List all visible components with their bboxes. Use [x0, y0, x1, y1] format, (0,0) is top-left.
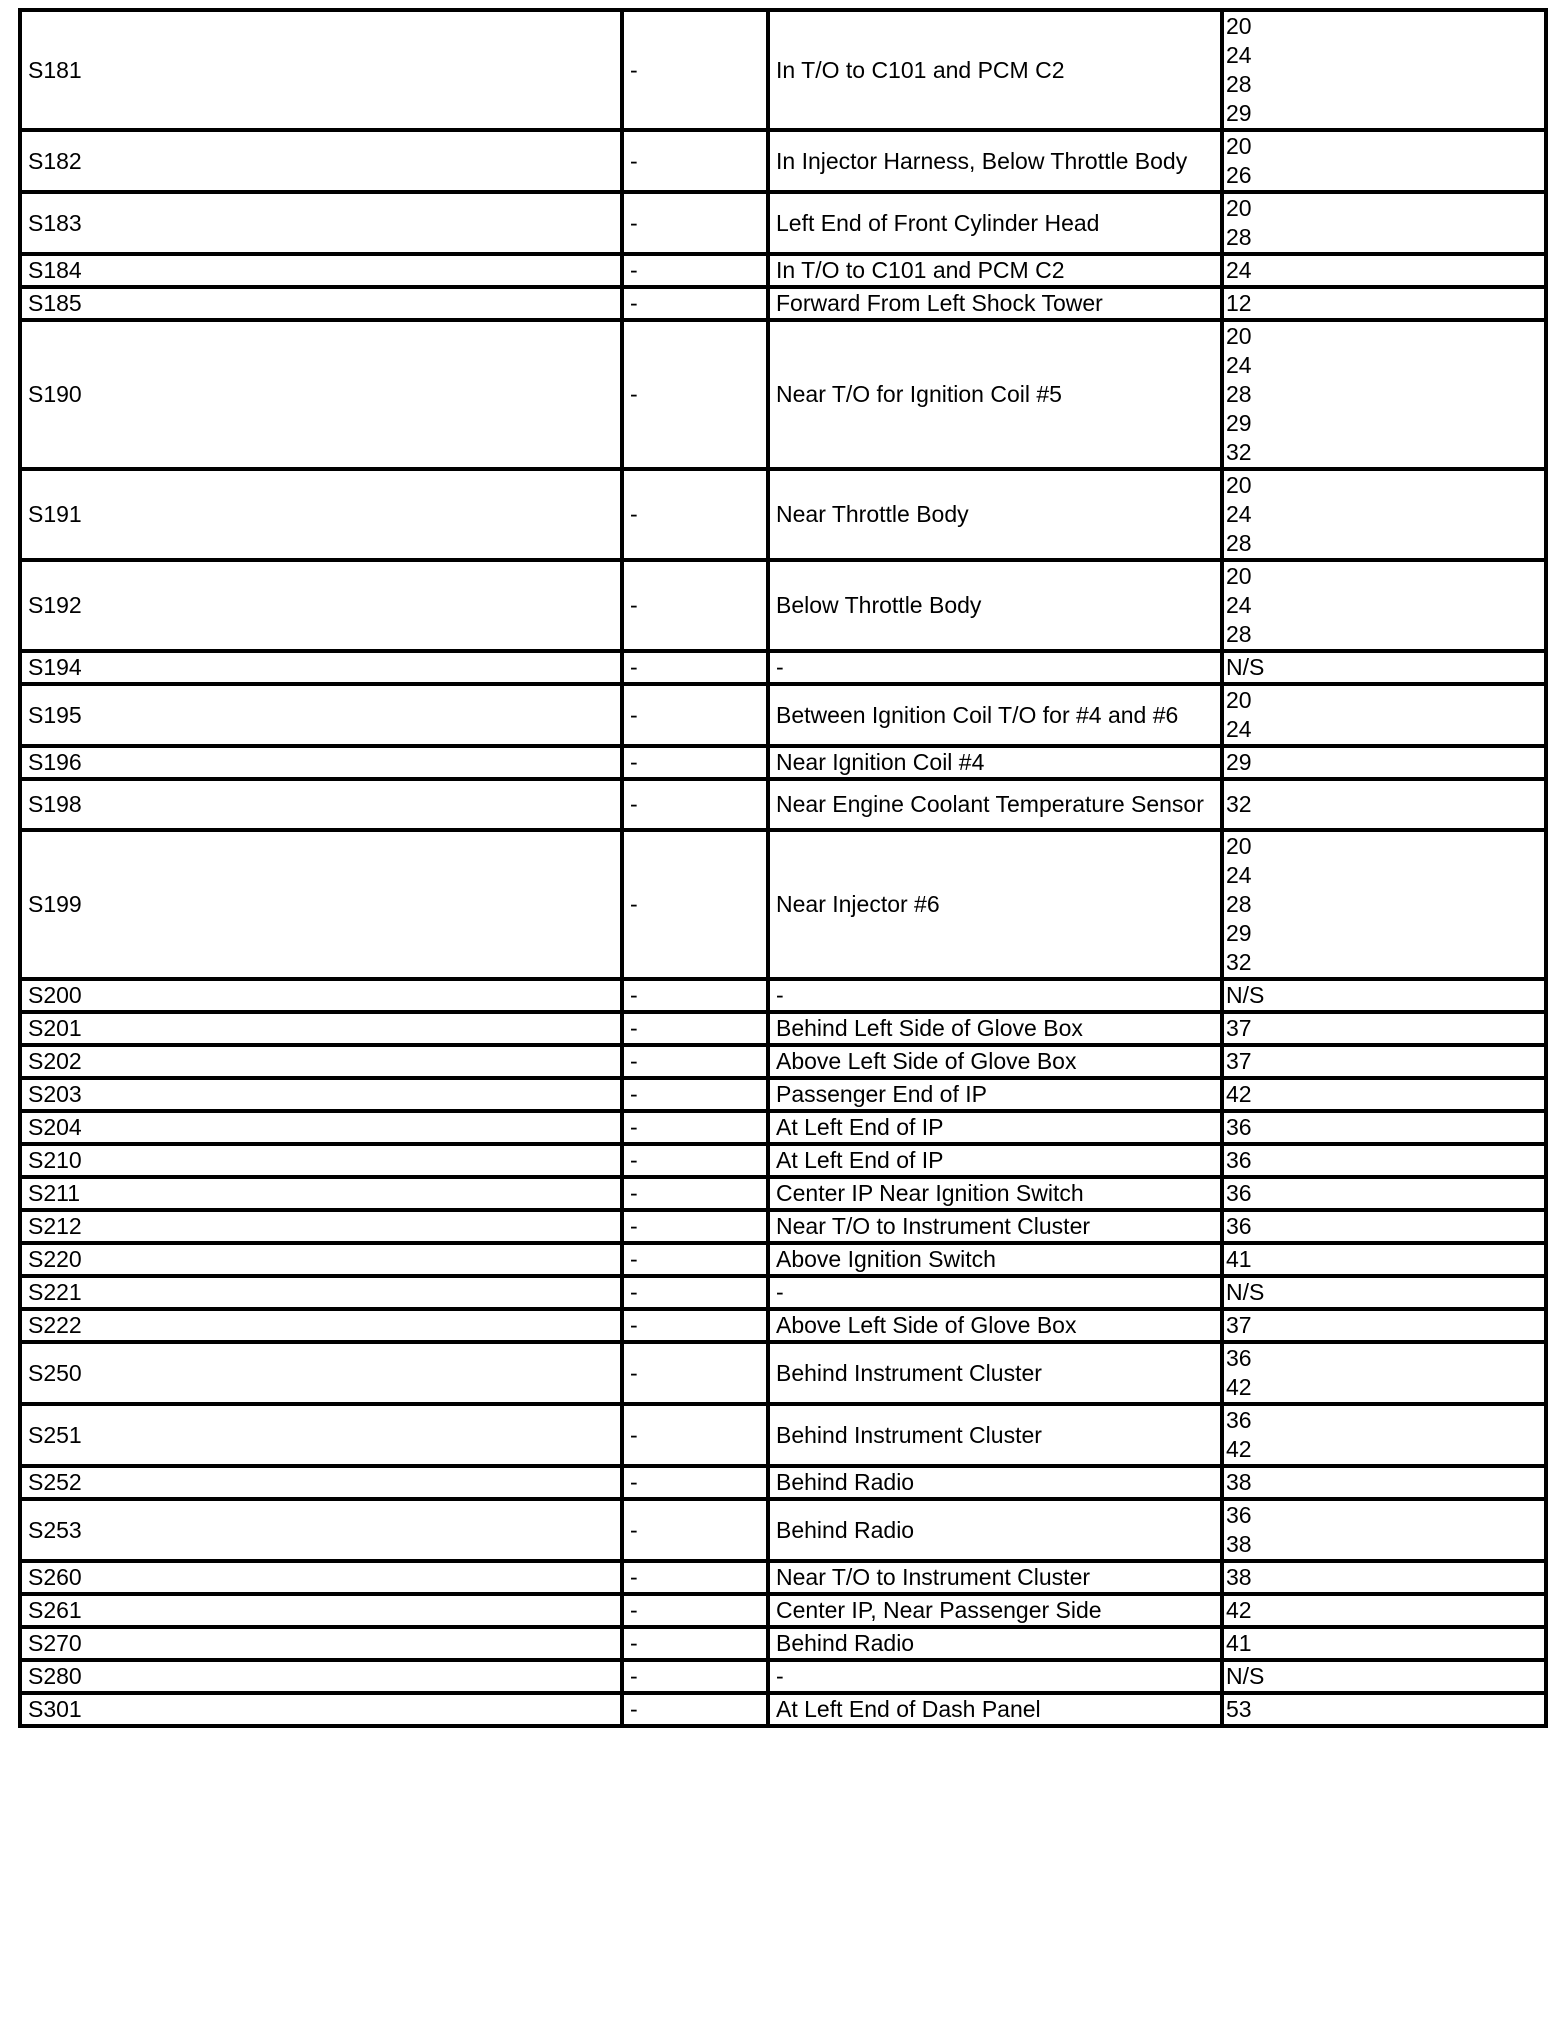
option-cell: - — [622, 320, 768, 469]
splice-id-cell: S196 — [20, 746, 622, 779]
location-cell: Behind Radio — [768, 1499, 1222, 1561]
page-number: 20 — [1226, 687, 1252, 713]
splice-id-cell: S194 — [20, 651, 622, 684]
table-row — [20, 979, 1546, 1012]
page-number: 28 — [1226, 224, 1252, 250]
location-cell: Between Ignition Coil T/O for #4 and #6 — [768, 684, 1222, 746]
location-cell: - — [768, 651, 1222, 684]
page-number: 24 — [1226, 42, 1252, 68]
pages-cell — [1222, 1144, 1546, 1177]
option-cell: - — [622, 684, 768, 746]
pages-cell — [1222, 979, 1546, 1012]
pages-cell — [1222, 1466, 1546, 1499]
pages-cell — [1222, 1012, 1546, 1045]
location-cell: Behind Radio — [768, 1466, 1222, 1499]
page-number: 28 — [1226, 621, 1252, 647]
option-cell: - — [622, 1276, 768, 1309]
option-cell: - — [622, 1045, 768, 1078]
page-number: 28 — [1226, 530, 1252, 556]
table-row — [20, 560, 1546, 651]
option-cell: - — [622, 1499, 768, 1561]
pages-cell — [1222, 1111, 1546, 1144]
page-number: 36 — [1226, 1407, 1252, 1434]
pages-cell — [1222, 560, 1546, 651]
option-cell: - — [622, 560, 768, 651]
page-number: 28 — [1226, 381, 1252, 407]
pages-cell — [1222, 1660, 1546, 1693]
table-row — [20, 130, 1546, 192]
location-cell: Forward From Left Shock Tower — [768, 287, 1222, 320]
page-number: 37 — [1226, 1048, 1252, 1075]
location-cell: Above Left Side of Glove Box — [768, 1045, 1222, 1078]
page-number: 28 — [1226, 71, 1252, 97]
page-number: 32 — [1226, 439, 1252, 465]
pages-cell — [1222, 130, 1546, 192]
splice-id-cell: S202 — [20, 1045, 622, 1078]
page-number: 37 — [1226, 1015, 1252, 1042]
option-cell: - — [622, 1243, 768, 1276]
splice-id-cell: S201 — [20, 1012, 622, 1045]
option-cell: - — [622, 1012, 768, 1045]
page-number: 20 — [1226, 833, 1252, 860]
pages-cell — [1222, 1561, 1546, 1594]
splice-id-cell: S204 — [20, 1111, 622, 1144]
page-number: N/S — [1226, 1279, 1265, 1306]
splice-id-cell: S183 — [20, 192, 622, 254]
splice-id-cell: S252 — [20, 1466, 622, 1499]
location-cell: - — [768, 979, 1222, 1012]
location-cell: Center IP Near Ignition Switch — [768, 1177, 1222, 1210]
splice-id-cell: S199 — [20, 830, 622, 979]
location-cell: Near T/O to Instrument Cluster — [768, 1210, 1222, 1243]
page-number: 20 — [1226, 13, 1252, 39]
pages-cell — [1222, 469, 1546, 560]
page-number: 24 — [1226, 862, 1252, 889]
page-number: N/S — [1226, 1663, 1265, 1690]
splice-id-cell: S220 — [20, 1243, 622, 1276]
page-number: 24 — [1226, 501, 1252, 527]
pages-cell — [1222, 1078, 1546, 1111]
splice-id-cell: S200 — [20, 979, 622, 1012]
splice-id-cell: S221 — [20, 1276, 622, 1309]
table-row — [20, 1660, 1546, 1693]
splice-id-cell: S251 — [20, 1404, 622, 1466]
location-cell: Below Throttle Body — [768, 560, 1222, 651]
option-cell: - — [622, 1561, 768, 1594]
splice-id-cell: S198 — [20, 779, 622, 830]
page-number: 41 — [1226, 1630, 1252, 1657]
splice-id-cell: S190 — [20, 320, 622, 469]
option-cell: - — [622, 1594, 768, 1627]
page-number: 36 — [1226, 1114, 1252, 1141]
option-cell: - — [622, 192, 768, 254]
option-cell: - — [622, 1111, 768, 1144]
table-row — [20, 287, 1546, 320]
page-number: 12 — [1226, 290, 1252, 316]
page-number: 36 — [1226, 1213, 1252, 1240]
pages-cell — [1222, 684, 1546, 746]
location-cell: - — [768, 1276, 1222, 1309]
location-cell: Behind Instrument Cluster — [768, 1404, 1222, 1466]
splice-id-cell: S280 — [20, 1660, 622, 1693]
splice-id-cell: S253 — [20, 1499, 622, 1561]
page-number: 32 — [1226, 791, 1252, 818]
page-number: 29 — [1226, 410, 1252, 436]
page-number: 20 — [1226, 472, 1252, 498]
pages-cell — [1222, 651, 1546, 684]
page-number: 53 — [1226, 1696, 1252, 1723]
page-number: 42 — [1226, 1436, 1252, 1463]
page-number: 42 — [1226, 1597, 1252, 1624]
splice-id-cell: S195 — [20, 684, 622, 746]
option-cell: - — [622, 1078, 768, 1111]
page-number: 41 — [1226, 1246, 1252, 1273]
location-cell: Left End of Front Cylinder Head — [768, 192, 1222, 254]
table-row — [20, 1404, 1546, 1466]
splice-id-cell: S210 — [20, 1144, 622, 1177]
page-number: N/S — [1226, 982, 1265, 1009]
location-cell: At Left End of IP — [768, 1144, 1222, 1177]
table-row — [20, 320, 1546, 469]
location-cell: Behind Left Side of Glove Box — [768, 1012, 1222, 1045]
table-row — [20, 1012, 1546, 1045]
page-number: 37 — [1226, 1312, 1252, 1339]
option-cell: - — [622, 254, 768, 287]
table-row — [20, 1045, 1546, 1078]
page-number: 42 — [1226, 1081, 1252, 1108]
pages-cell — [1222, 1404, 1546, 1466]
option-cell: - — [622, 1309, 768, 1342]
table-row — [20, 1078, 1546, 1111]
table-body — [20, 10, 1546, 1726]
pages-cell — [1222, 287, 1546, 320]
location-cell: Near T/O to Instrument Cluster — [768, 1561, 1222, 1594]
pages-cell — [1222, 1499, 1546, 1561]
option-cell: - — [622, 130, 768, 192]
option-cell: - — [622, 746, 768, 779]
page-number: 36 — [1226, 1345, 1252, 1372]
page-number: 36 — [1226, 1180, 1252, 1207]
splice-id-cell: S184 — [20, 254, 622, 287]
option-cell: - — [622, 979, 768, 1012]
option-cell: - — [622, 10, 768, 130]
page-number: 29 — [1226, 100, 1252, 126]
table-row — [20, 10, 1546, 130]
splice-id-cell: S261 — [20, 1594, 622, 1627]
table-row — [20, 1342, 1546, 1404]
table-row — [20, 1276, 1546, 1309]
pages-cell — [1222, 1210, 1546, 1243]
location-cell: Passenger End of IP — [768, 1078, 1222, 1111]
location-cell: In T/O to C101 and PCM C2 — [768, 10, 1222, 130]
pages-cell — [1222, 1627, 1546, 1660]
table-row — [20, 1466, 1546, 1499]
table-row — [20, 1210, 1546, 1243]
splice-location-table — [18, 8, 1548, 1728]
page-number: 20 — [1226, 563, 1252, 589]
option-cell: - — [622, 1404, 768, 1466]
splice-id-cell: S301 — [20, 1693, 622, 1726]
table-row — [20, 1561, 1546, 1594]
pages-cell — [1222, 1309, 1546, 1342]
table-row — [20, 254, 1546, 287]
option-cell: - — [622, 1627, 768, 1660]
location-cell: - — [768, 1660, 1222, 1693]
table-row — [20, 1111, 1546, 1144]
page-number: 20 — [1226, 195, 1252, 221]
pages-cell — [1222, 192, 1546, 254]
location-cell: Behind Instrument Cluster — [768, 1342, 1222, 1404]
table-row — [20, 830, 1546, 979]
table-row — [20, 469, 1546, 560]
page-number: 42 — [1226, 1374, 1252, 1401]
option-cell: - — [622, 1342, 768, 1404]
page-number: 29 — [1226, 749, 1252, 775]
option-cell: - — [622, 469, 768, 560]
table-row — [20, 651, 1546, 684]
option-cell: - — [622, 1144, 768, 1177]
pages-cell — [1222, 1177, 1546, 1210]
page-number: 24 — [1226, 257, 1252, 283]
splice-id-cell: S192 — [20, 560, 622, 651]
page-number: 38 — [1226, 1564, 1252, 1591]
table-row — [20, 746, 1546, 779]
pages-cell — [1222, 1342, 1546, 1404]
location-cell: Near Engine Coolant Temperature Sensor — [768, 779, 1222, 830]
pages-cell — [1222, 746, 1546, 779]
location-cell: Above Ignition Switch — [768, 1243, 1222, 1276]
pages-cell — [1222, 1594, 1546, 1627]
option-cell: - — [622, 779, 768, 830]
table-row — [20, 1177, 1546, 1210]
page-number: 38 — [1226, 1531, 1252, 1558]
page-number: 26 — [1226, 162, 1252, 188]
pages-cell — [1222, 830, 1546, 979]
option-cell: - — [622, 1660, 768, 1693]
splice-id-cell: S222 — [20, 1309, 622, 1342]
table-row — [20, 1144, 1546, 1177]
option-cell: - — [622, 1693, 768, 1726]
page-number: 24 — [1226, 592, 1252, 618]
page-number: 20 — [1226, 133, 1252, 159]
option-cell: - — [622, 1466, 768, 1499]
pages-cell — [1222, 1276, 1546, 1309]
option-cell: - — [622, 651, 768, 684]
location-cell: In Injector Harness, Below Throttle Body — [768, 130, 1222, 192]
table-row — [20, 1693, 1546, 1726]
location-cell: In T/O to C101 and PCM C2 — [768, 254, 1222, 287]
splice-id-cell: S260 — [20, 1561, 622, 1594]
table-row — [20, 779, 1546, 830]
table-row — [20, 684, 1546, 746]
splice-id-cell: S203 — [20, 1078, 622, 1111]
page-number: 32 — [1226, 949, 1252, 976]
location-cell: At Left End of IP — [768, 1111, 1222, 1144]
option-cell: - — [622, 1177, 768, 1210]
page-number: 36 — [1226, 1502, 1252, 1529]
splice-id-cell: S185 — [20, 287, 622, 320]
pages-cell — [1222, 10, 1546, 130]
page-number: 38 — [1226, 1469, 1252, 1496]
page-number: 29 — [1226, 920, 1252, 947]
table-row — [20, 192, 1546, 254]
option-cell: - — [622, 287, 768, 320]
pages-cell — [1222, 1693, 1546, 1726]
pages-cell — [1222, 1243, 1546, 1276]
table-row — [20, 1627, 1546, 1660]
pages-cell — [1222, 254, 1546, 287]
splice-id-cell: S191 — [20, 469, 622, 560]
table-row — [20, 1499, 1546, 1561]
location-cell: Near Injector #6 — [768, 830, 1222, 979]
splice-id-cell: S182 — [20, 130, 622, 192]
location-cell: At Left End of Dash Panel — [768, 1693, 1222, 1726]
location-cell: Near Ignition Coil #4 — [768, 746, 1222, 779]
splice-id-cell: S181 — [20, 10, 622, 130]
location-cell: Near T/O for Ignition Coil #5 — [768, 320, 1222, 469]
splice-id-cell: S250 — [20, 1342, 622, 1404]
table-row — [20, 1309, 1546, 1342]
page-number: 24 — [1226, 716, 1252, 742]
location-cell: Behind Radio — [768, 1627, 1222, 1660]
page-number: 28 — [1226, 891, 1252, 918]
page-number: 36 — [1226, 1147, 1252, 1174]
splice-id-cell: S211 — [20, 1177, 622, 1210]
location-cell: Near Throttle Body — [768, 469, 1222, 560]
page-number: 20 — [1226, 323, 1252, 349]
table-row — [20, 1243, 1546, 1276]
location-cell: Center IP, Near Passenger Side — [768, 1594, 1222, 1627]
location-cell: Above Left Side of Glove Box — [768, 1309, 1222, 1342]
pages-cell — [1222, 320, 1546, 469]
option-cell: - — [622, 830, 768, 979]
option-cell: - — [622, 1210, 768, 1243]
splice-id-cell: S212 — [20, 1210, 622, 1243]
pages-cell — [1222, 779, 1546, 830]
pages-cell — [1222, 1045, 1546, 1078]
splice-id-cell: S270 — [20, 1627, 622, 1660]
table-row — [20, 1594, 1546, 1627]
page-number: N/S — [1226, 654, 1265, 680]
page-number: 24 — [1226, 352, 1252, 378]
